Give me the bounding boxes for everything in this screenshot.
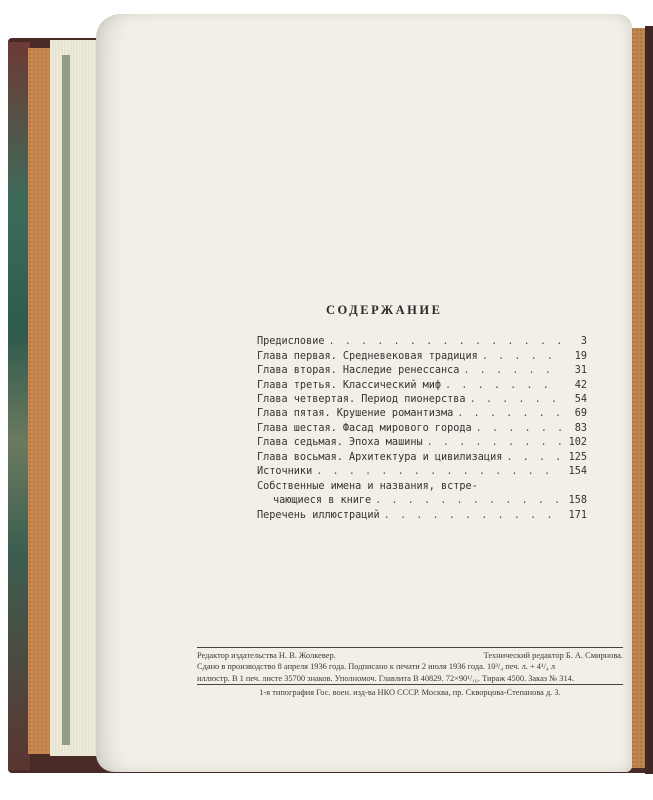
toc-dot-leader [328,336,561,347]
toc-title: СОДЕРЖАНИЕ [326,303,443,317]
marbled-cover-edge [8,42,30,770]
toc-entry-title: Перечень иллюстраций [257,509,380,521]
imprint-printer: 1-я типография Гос. воен. изд-ва НКО СССР. Москва, пр. Скворцова-Степанова д. 3. [259,687,561,697]
toc-dot-leader [375,495,561,506]
toc-entry-page: 154 [568,465,587,477]
imprint-mid-rule [197,684,623,685]
toc-entry-title: Глава шестая. Фасад мирового города [257,422,472,434]
toc-entry-page: 171 [568,509,587,521]
imprint-line: Сдано в производство 8 апреля 1936 года. Подписано к печати 2 июля 1936 года. 10³/₄ печ. л. + 4¹/₄ л [197,662,556,672]
imprint-line: иллюстр. В 1 печ. листе 35700 знаков. Уполномоч. Главлита В 40829. 72×90¹/₁₆. Тираж 4500. Заказ № 314. [197,673,574,683]
toc-dot-leader [316,466,561,477]
toc-dot-leader [470,394,561,405]
toc-dot-leader [482,351,561,362]
toc-entry-title: Глава седьмая. Эпоха машины [257,437,423,449]
toc-entry-title: Собственные имена и названия, встре- [257,480,478,492]
toc-entry [257,477,587,492]
toc-entry [257,391,587,405]
toc-entry-page: 54 [574,393,587,405]
imprint-top-rule [197,647,623,648]
toc-entry [257,463,587,477]
toc-entry-title: Глава пятая. Крушение романтизма [257,408,454,420]
toc-entry-title: Источники [257,465,313,477]
toc-entry [257,506,587,520]
toc-entry-page: 158 [568,495,587,507]
toc-entry [257,333,587,347]
toc-entry-page: 42 [574,379,587,391]
imprint-tech-editor: Технический редактор Б. А. Смирнова. [483,651,623,660]
toc-dot-leader [506,452,561,463]
page-stack [50,40,102,756]
toc-entry-page: 19 [574,350,587,362]
toc-dot-leader [476,423,561,434]
toc-entry [257,376,587,390]
toc-entry-title: Глава четвертая. Период пионерства [257,393,466,405]
toc-dot-leader [384,510,561,521]
toc-entry [257,405,587,419]
toc-entry [257,434,587,448]
publisher-imprint [197,647,623,698]
toc-entry-page: 125 [568,451,587,463]
toc-entry-page: 31 [574,365,587,377]
toc-entry [257,419,587,433]
toc-entry-title: Глава первая. Средневековая традиция [257,350,478,362]
toc-entry-page: 69 [574,408,587,420]
toc-entry-title: чающиеся в книге [273,495,372,507]
toc-entry [257,448,587,462]
toc-dot-leader [463,365,561,376]
toc-entry [257,362,587,376]
imprint-editor: Редактор издательства Н. В. Жолкевер. [197,651,336,660]
toc-entry [257,347,587,361]
table-of-contents [257,333,587,521]
imprint-editors [197,650,623,661]
right-cover-edge [645,26,653,774]
toc-dot-leader [427,437,561,448]
toc-entry-title: Глава вторая. Наследие ренессанса [257,365,460,377]
toc-entry-page: 102 [568,437,587,449]
toc-entry-title: Предисловие [257,336,325,348]
toc-entry [257,492,587,506]
toc-entry-title: Глава восьмая. Архитектура и цивилизация [257,451,503,463]
toc-entry-title: Глава третья. Классический миф [257,379,442,391]
toc-entry-page: 3 [580,336,587,348]
toc-dot-leader [445,380,561,391]
toc-dot-leader [457,408,561,419]
page-edge-shadow [62,55,70,745]
left-endpaper [28,48,52,754]
toc-entry-page: 83 [574,422,587,434]
